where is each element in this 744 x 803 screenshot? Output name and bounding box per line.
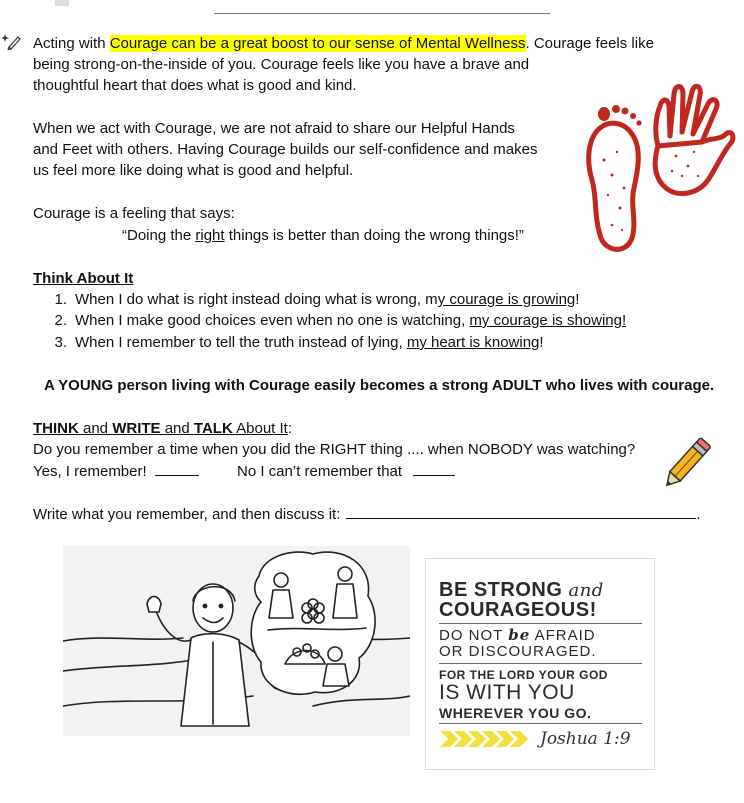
intro-line-3: thoughtful heart that does what is good and kind.: [33, 77, 357, 94]
verse-reference: Joshua 1:9: [540, 729, 631, 749]
sparkle-pen-icon: [2, 32, 22, 50]
para3-line-1: Courage is a feeling that says:: [33, 205, 235, 222]
verse-line-3: DO NOT be AFRAID: [439, 626, 596, 644]
intro-line-2: being strong-on-the-inside of you. Courage feels like you have a brave and: [33, 56, 530, 73]
para2-line-2: and Feet with others. Having Courage builds our self-confidence and makes: [33, 141, 538, 158]
write-answer-line[interactable]: [346, 504, 696, 519]
think-heading: Think About It: [33, 270, 134, 287]
verse-divider: [439, 623, 642, 624]
intro-line-1: Acting with Courage can be a great boost to our sense of Mental Wellness. Courage feels like: [33, 35, 654, 52]
verse-line-1: BE STRONG and: [439, 579, 604, 601]
para2-line-1: When we act with Courage, we are not afraid to share our Helpful Hands: [33, 120, 515, 137]
write-prompt: Write what you remember, and then discuss it: .: [33, 506, 701, 523]
verse-line-5: FOR THE LORD YOUR GOD: [439, 668, 608, 682]
list-item: 3. When I remember to tell the truth instead of lying, my heart is knowing!: [54, 334, 544, 351]
para2-line-3: us feel more like doing what is good and helpful.: [33, 162, 354, 179]
write-question: Do you remember a time when you did the RIGHT thing .... when NOBODY was watching?: [33, 441, 636, 458]
pencil-icon: [655, 432, 719, 494]
top-corner-mark: [55, 0, 69, 6]
no-blank[interactable]: [413, 461, 455, 476]
verse-divider: [439, 663, 642, 664]
chevron-arrows-icon: [440, 731, 532, 747]
write-heading: THINK and WRITE and TALK About It:: [33, 420, 293, 437]
verse-line-7: WHEREVER YOU GO.: [439, 705, 592, 721]
verse-divider: [439, 723, 642, 724]
yes-option: Yes, I remember!: [33, 461, 199, 482]
handprint-icon: [636, 76, 736, 206]
top-divider: [214, 13, 550, 14]
verse-line-2: COURAGEOUS!: [439, 599, 597, 621]
yes-blank[interactable]: [155, 461, 199, 476]
no-option: No I can’t remember that: [237, 461, 455, 482]
verse-line-4: OR DISCOURAGED.: [439, 643, 597, 660]
bible-illustration: [63, 546, 410, 736]
courage-statement: A YOUNG person living with Courage easily becomes a strong ADULT who lives with courage.: [44, 377, 715, 394]
verse-line-6: IS WITH YOU: [439, 681, 575, 704]
verse-card: [425, 558, 655, 770]
highlighted-phrase: Courage can be a great boost to our sense of Mental Wellness: [109, 35, 526, 52]
courage-quote: “Doing the right things is better than doing the wrong things!”: [122, 227, 524, 244]
list-item: 2. When I make good choices even when no one is watching, my courage is showing!: [54, 312, 627, 329]
list-item: 1. When I do what is right instead doing what is wrong, my courage is growing!: [54, 291, 580, 308]
